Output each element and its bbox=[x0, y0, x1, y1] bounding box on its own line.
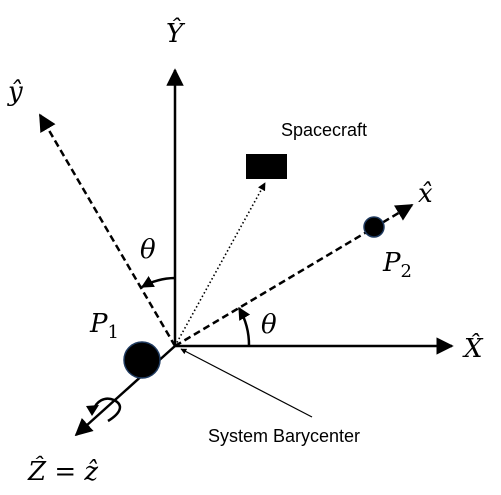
spacecraft-position-vector bbox=[175, 183, 265, 346]
label-z-equals-z: Ẑ = ẑ bbox=[28, 457, 99, 487]
barycenter-pointer bbox=[181, 349, 312, 417]
angle-arc-lower bbox=[239, 308, 249, 346]
label-rotating-x: x̂ bbox=[418, 179, 433, 209]
label-theta-upper: θ bbox=[140, 235, 156, 265]
label-rotating-y: ŷ bbox=[8, 77, 23, 107]
label-inertial-y: Ŷ bbox=[166, 19, 184, 49]
rotating-y-axis bbox=[40, 115, 175, 346]
rotation-arrowhead-icon bbox=[86, 405, 99, 416]
label-inertial-x: X̂ bbox=[464, 334, 483, 364]
secondary-body-p2 bbox=[364, 217, 384, 237]
angle-arc-upper bbox=[142, 278, 175, 287]
label-spacecraft: Spacecraft bbox=[281, 120, 368, 140]
primary-body-p1 bbox=[124, 342, 160, 378]
spacecraft-icon bbox=[246, 154, 287, 179]
label-theta-lower: θ bbox=[261, 310, 277, 340]
label-system-barycenter: System Barycenter bbox=[208, 426, 361, 446]
label-p2: $P_2$ bbox=[383, 248, 412, 282]
label-p1: $P_1$ bbox=[90, 309, 119, 343]
